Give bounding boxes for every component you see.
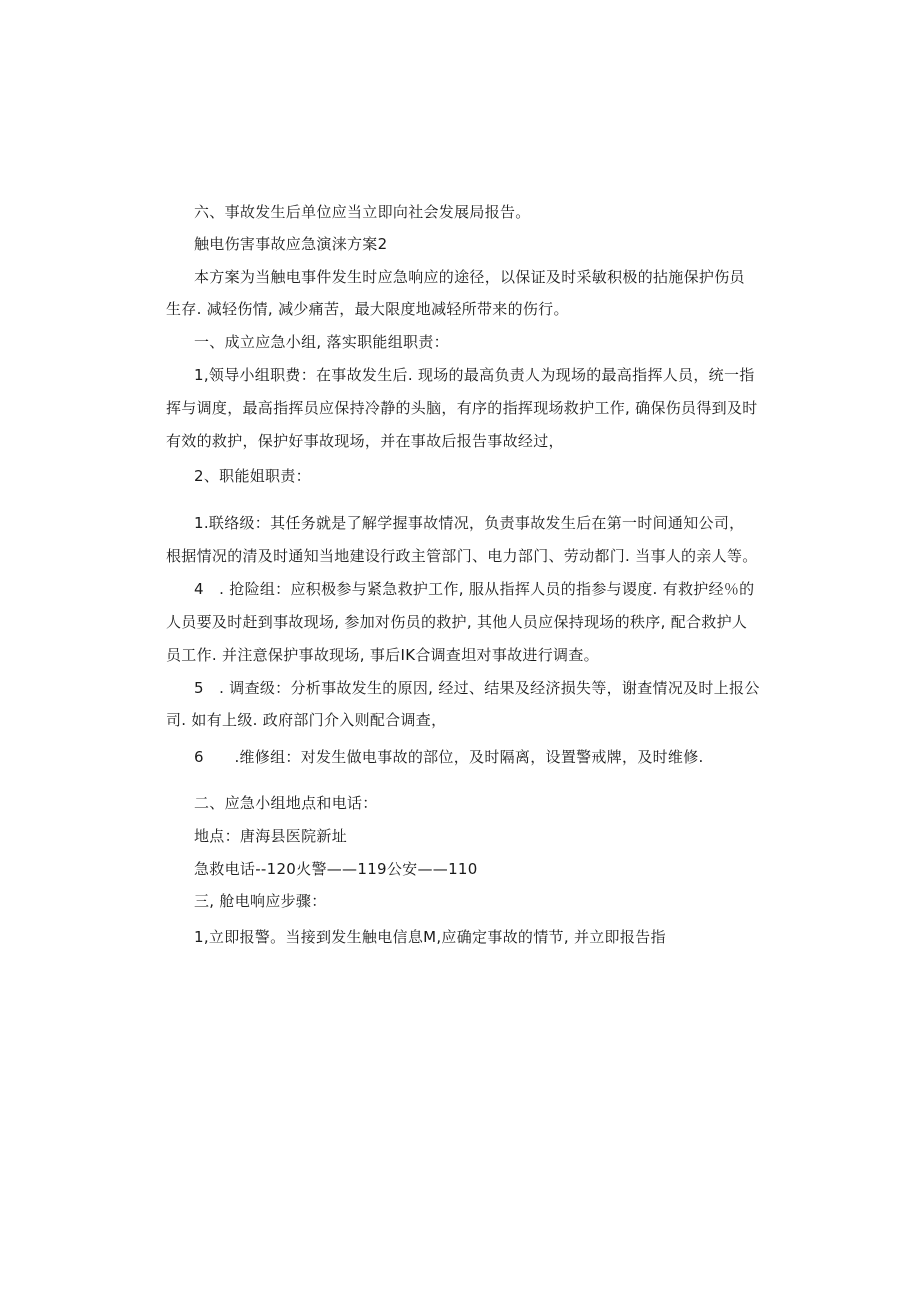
line-liaison-1: 1.联络级：其任务就是了解学握事故情况，负责事故发生后在第一时间通知公司， <box>194 514 745 532</box>
line-rescue-1: 4 . 抢险组：应积极参与紧急救护工作, 服从指挥人员的指参与谡度. 有救护经％的 <box>194 580 755 598</box>
line-section-six: 六、事故发生后单位应当立即向社会发展局报告。 <box>194 203 531 221</box>
line-intro-1: 本方案为当触电事件发生时应急响应的途径，以保证及时采敏积极的拈施保护伤员 <box>194 268 745 286</box>
line-rescue-2: 人员要及时赶到事故现场, 参加对伤员的救护, 其他人员应保持现场的秩序, 配合救护人 <box>166 613 748 631</box>
line-phone-numbers: 急救电话--120火警——119公安——110 <box>194 860 478 878</box>
line-response-steps: 三, 舱电响应步骤： <box>194 892 327 910</box>
line-investigation-2: 司. 如有上级. 政府部门介入则配合调查， <box>166 711 447 729</box>
line-heading-two: 2、职能姐职责： <box>194 467 311 485</box>
line-location: 地点：唐海县医院新址 <box>194 827 348 845</box>
line-liaison-2: 根据情况的清及时通知当地建设行政主管部门、电力部门、劳动都门. 当事人的亲人等。 <box>166 547 758 565</box>
line-step-one: 1,立即报警。当接到发生触电信息M,应确定事故的情节, 并立即报告指 <box>194 928 666 946</box>
line-heading-three: 二、应急小组地点和电话： <box>194 794 378 812</box>
line-investigation-1: 5 . 调查级：分析事故发生的原因, 经过、结果及经济损失等，谢查情况及时上报公 <box>194 679 760 697</box>
line-leader-3: 有效的救护，保护好事故现场，并在事故后报告事故经过， <box>166 432 564 450</box>
line-maintenance: 6 .维修组：对发生做电事故的部位，及时隔离，设置警戒牌，及时维修. <box>194 748 704 766</box>
line-heading-one: 一、成立应急小组, 落实职能组职责： <box>194 333 449 351</box>
line-intro-2: 生存. 减轻伤情, 减少痛苦，最大限度地减轻所带来的伤行。 <box>166 300 569 318</box>
line-rescue-3: 员工作. 并注意保护事故现场, 事后IK合调查坦对事故进行调查。 <box>166 646 599 664</box>
line-leader-2: 挥与调度，最高指挥员应保持冷静的头脑，有序的指挥现场救护工作, 确保伤员得到及时 <box>166 399 758 417</box>
line-leader-1: 1,领导小组职费：在事故发生后. 现场的最高负责人为现场的最高指挥人员，统一指 <box>194 366 755 384</box>
document-title: 触电伤害事故应急演涞方案2 <box>194 235 388 253</box>
